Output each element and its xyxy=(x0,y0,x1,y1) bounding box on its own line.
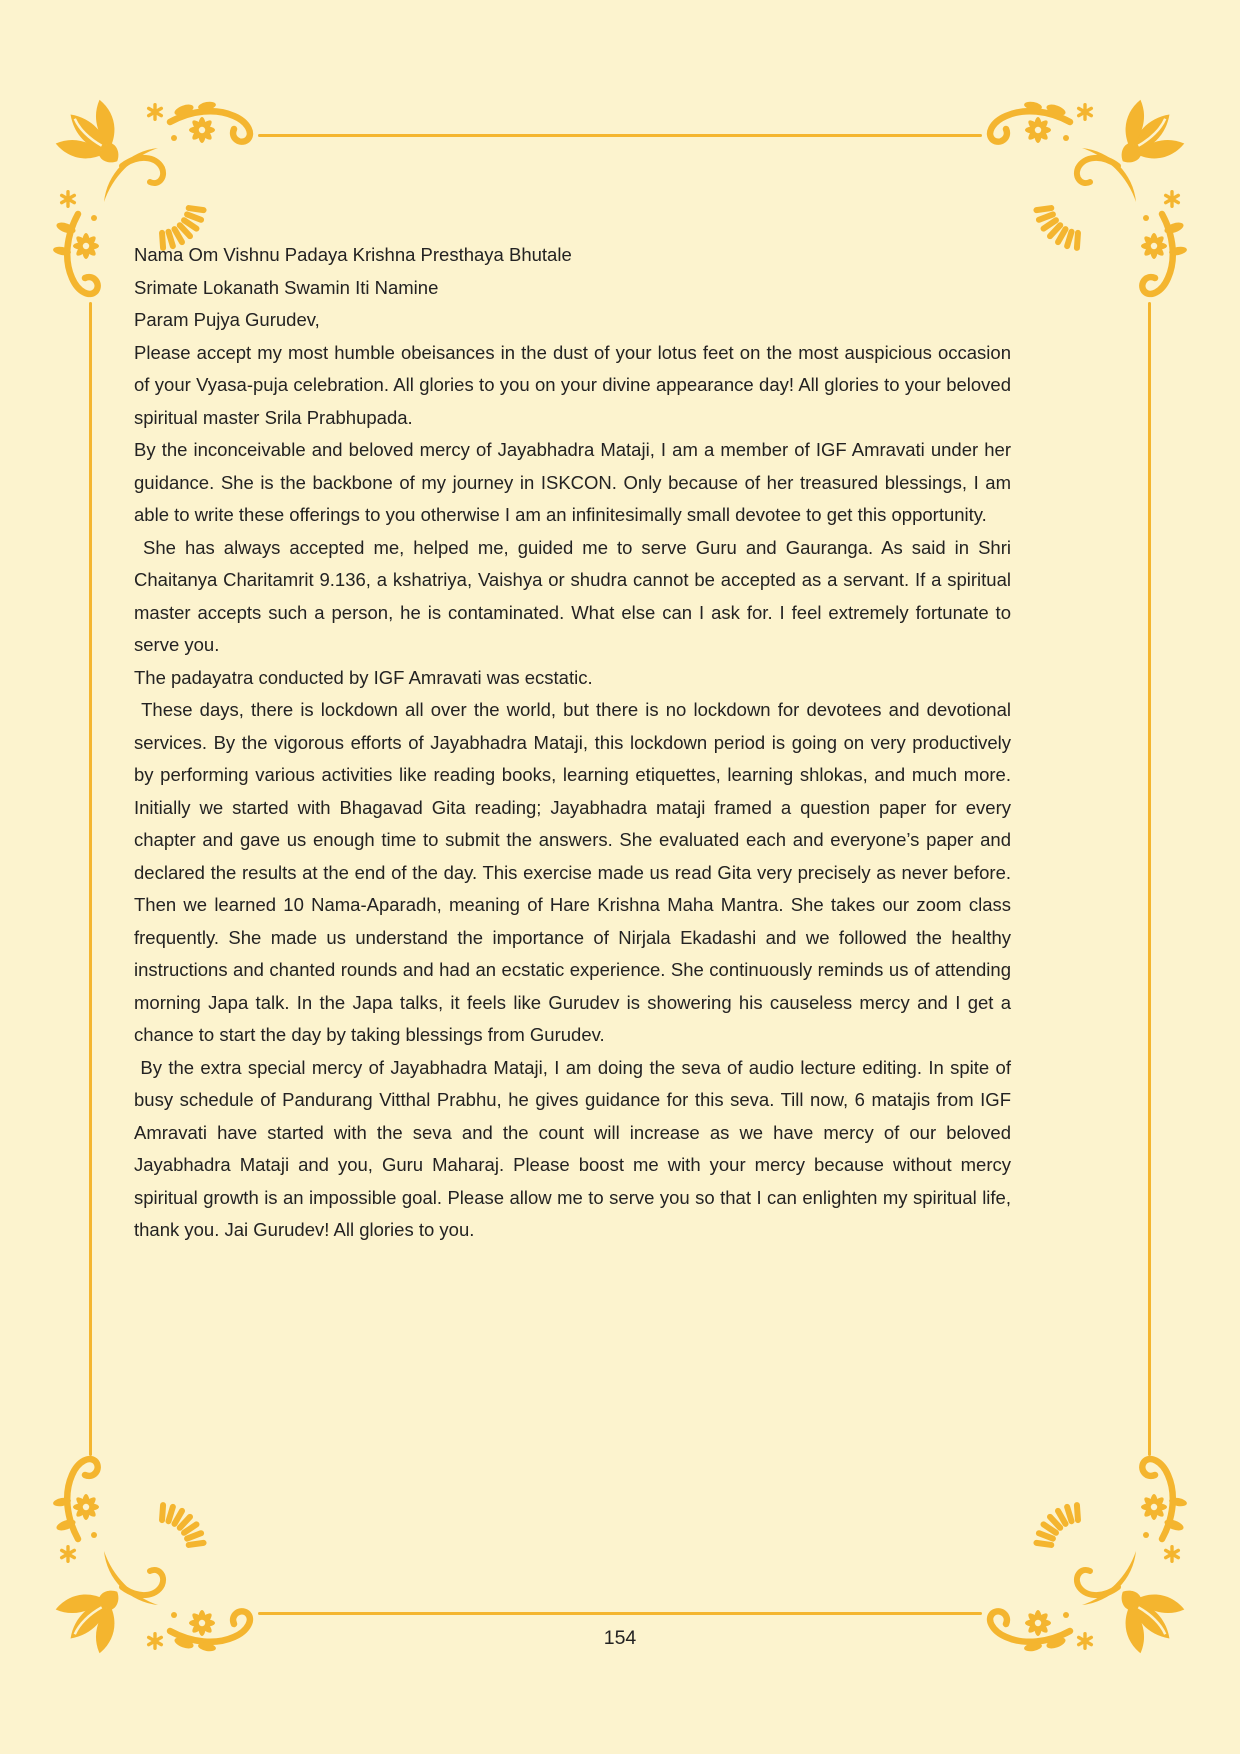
letter-body xyxy=(134,0,1011,1247)
invocation-line-2: Srimate Lokanath Swamin Iti Namine xyxy=(134,276,439,298)
letter-paragraph: She has always accepted me, helped me, guided me to serve Guru and Gauranga. As said in Shri Chaitanya Charitamrit 9.136, a kshatriya, Vaishya or shudra cannot be accepted as a servant. If a spiritual master accepts such a person, he is contaminated. What else can I ask for. I feel extremely fortunate to serve you. xyxy=(134,536,1011,655)
invocation-line-1: Nama Om Vishnu Padaya Krishna Presthaya Bhutale xyxy=(134,244,572,265)
floral-corner-ornament-top-right-icon xyxy=(983,96,1188,301)
letter-paragraph: The padayatra conducted by IGF Amravati was ecstatic. xyxy=(134,666,593,688)
letter-paragraph: Please accept my most humble obeisances in the dust of your lotus feet on the most auspicious occasion of your Vyasa-puja celebration. All glories to you on your divine appearance day! All glories to your beloved spiritual master Srila Prabhupada. xyxy=(134,341,1011,428)
salutation: Param Pujya Gurudev, xyxy=(134,309,320,330)
letter-paragraph: By the inconceivable and beloved mercy of Jayabhadra Mataji, I am a member of IGF Amravati under her guidance. She is the backbone of my journey in ISKCON. Only because of her treasured blessings, I am able to write these offerings to you otherwise I am an infinitesimally small devotee to get this opportunity. xyxy=(134,439,1011,525)
frame-line-left xyxy=(89,302,92,1456)
frame-line-bottom xyxy=(258,1612,982,1615)
letter-paragraph: These days, there is lockdown all over the world, but there is no lockdown for devotees and devotional services. By the vigorous efforts of Jayabhadra Mataji, this lockdown period is going on very productively by performing various activities like reading books, learning etiquettes, learning shlokas, and much more. Initially we started with Bhagavad Gita reading; Jayabhadra mataji framed a question paper for every chapter and gave us enough time to submit the answers. She evaluated each and everyone’s paper and declared the results at the end of the day. This exercise made us read Gita very precisely as never before. Then we learned 10 Nama-Aparadh, meaning of Hare Krishna Maha Mantra. She takes our zoom class frequently. She made us understand the importance of Nirjala Ekadashi and we followed the healthy instructions and chanted rounds and had an ecstatic experience. She continuously reminds us of attending morning Japa talk. In the Japa talks, it feels like Gurudev is showering his causeless mercy and I get a chance to start the day by taking blessings from Gurudev. xyxy=(134,699,1011,1045)
frame-line-right xyxy=(1148,302,1151,1456)
page-number: 154 xyxy=(603,1627,637,1649)
letter-paragraph: By the extra special mercy of Jayabhadra Mataji, I am doing the seva of audio lecture editing. In spite of busy schedule of Pandurang Vitthal Prabhu, he gives guidance for this seva. Till now, 6 matajis from IGF Amravati have started with the seva and the count will increase as we have mercy of our beloved Jayabhadra Mataji and you, Guru Maharaj. Please boost me with your mercy because without mercy spiritual growth is an impossible goal. Please allow me to serve you so that I can enlighten my spiritual life, thank you. Jai Gurudev! All glories to you. xyxy=(134,1056,1011,1240)
